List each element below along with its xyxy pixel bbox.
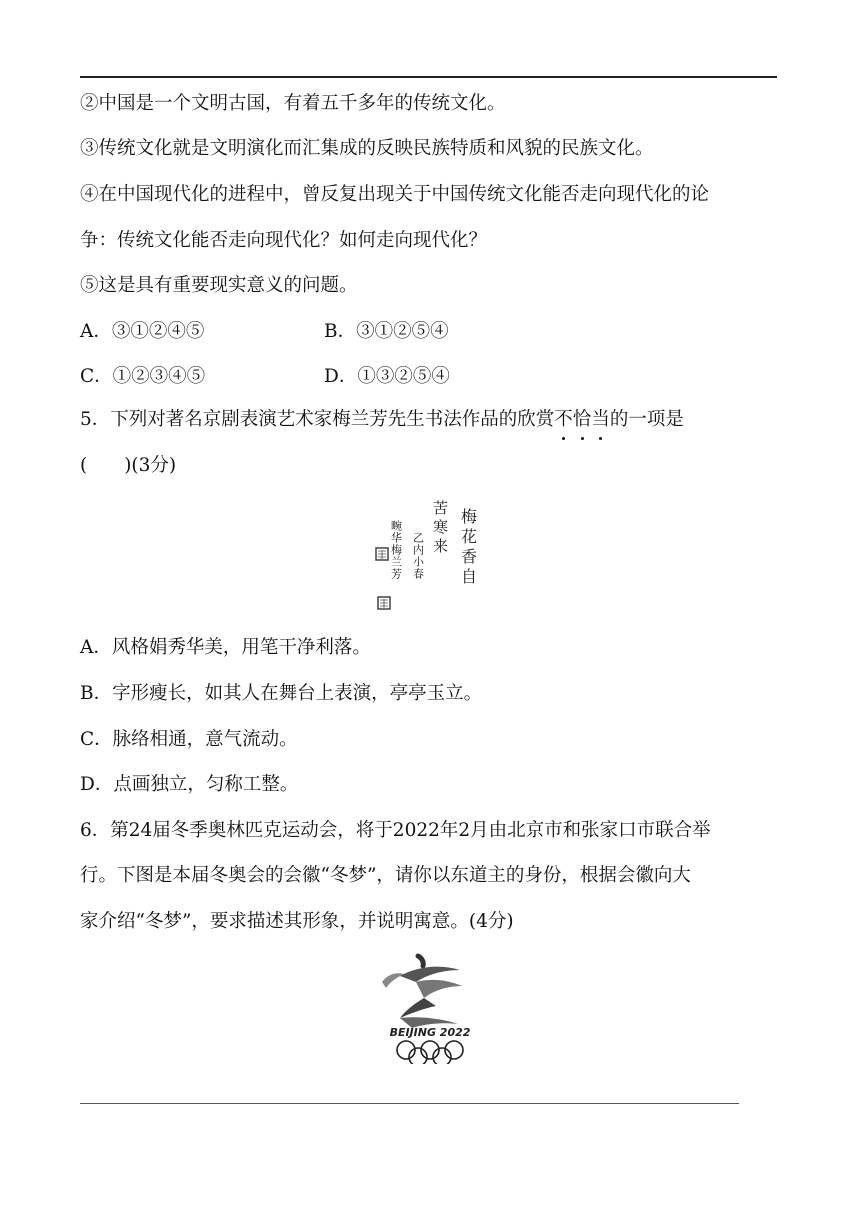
q5-emphasis-char-3: 当 [591,409,610,430]
q4-option-c[interactable]: C．①②③④⑤ [80,366,206,387]
q5-bracket-score: ( )(3分) [80,455,177,476]
calligraphy-col-4: 畹华梅兰芳 [389,520,403,580]
q6-line-2: 行。下图是本届冬奥会的会徽“冬梦”，请你以东道主的身份，根据会徽向大 [80,865,691,886]
q5-stem-after: 的一项是 [609,409,684,430]
seal-stamp-upper-marks [378,550,386,559]
q6-line-3: 家介绍“冬梦”，要求描述其形象，并说明寓意。(4分) [80,911,514,932]
emblem-beijing-2022-text: BEIJING 2022 [389,1026,471,1039]
q5-option-b[interactable]: B．字形瘦长，如其人在舞台上表演，亭亭玉立。 [80,683,483,704]
q6-line-1: 6．第24届冬季奥林匹克运动会，将于2022年2月由北京市和张家口市联合举 [80,820,711,841]
beijing-2022-emblem [378,952,482,1064]
sentence-4-line-1: ④在中国现代化的进程中，曾反复出现关于中国传统文化能否走向现代化的论 [80,184,710,205]
q5-emphasis-char-2: 恰 [572,409,592,430]
calligraphy-col-3: 乙内小春 [411,532,425,580]
sentence-5: ⑤这是具有重要现实意义的问题。 [80,275,358,296]
q5-stem-before: 5．下列对著名京剧表演艺术家梅兰芳先生书法作品的欣赏 [80,409,555,430]
calligraphy-col-2: 苦寒来 [431,500,449,557]
answer-line[interactable] [80,1103,739,1104]
top-rule [80,76,777,78]
sentence-4-line-2: 争：传统文化能否走向现代化？如何走向现代化？ [80,230,488,251]
olympic-rings-icon [397,1041,463,1064]
seal-stamp-lower-marks [380,599,388,608]
q5-option-c[interactable]: C．脉络相通，意气流动。 [80,729,298,750]
q4-option-b[interactable]: B．③①②⑤④ [324,321,449,342]
q5-stem [80,408,684,432]
q4-option-a[interactable]: A．③①②④⑤ [80,321,205,342]
q5-option-d[interactable]: D．点画独立，匀称工整。 [80,774,299,795]
emblem-dong-glyph-icon [382,956,462,1028]
sentence-3: ③传统文化就是文明演化而汇集成的反映民族特质和风貌的民族文化。 [80,138,654,159]
calligraphy-col-1: 梅花香自 [458,508,478,588]
q5-emphasis-char-1: 不 [554,409,573,430]
q5-option-a[interactable]: A．风格娟秀华美，用笔干净利落。 [80,637,371,658]
q4-option-d[interactable]: D．①③②⑤④ [324,366,450,387]
calligraphy-artwork [364,492,494,618]
sentence-2: ②中国是一个文明古国，有着五千多年的传统文化。 [80,93,506,114]
